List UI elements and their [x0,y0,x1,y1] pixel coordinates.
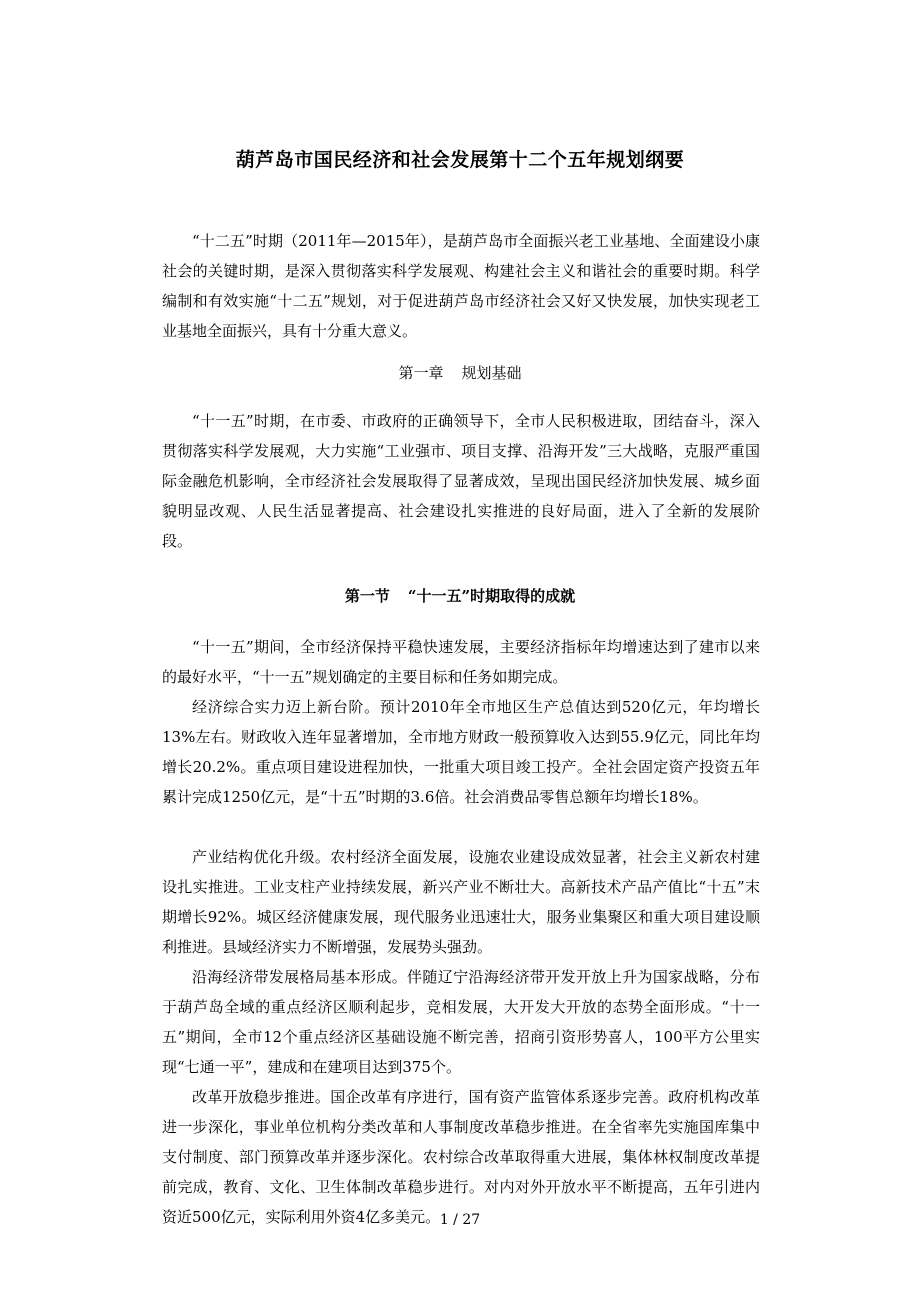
intro-paragraph: “十二五”时期（2011年—2015年），是葫芦岛市全面振兴老工业基地、全面建设小康社会的关键时期，是深入贯彻落实科学发展观、构建社会主义和谐社会的重要时期。科学编制和有效实施“十二五”规划，对于促进葫芦岛市经济社会又好又快发展，加快实现老工业基地全面振兴，具有十分重大意义。 [162,232,760,340]
section-paragraph-2: 经济综合实力迈上新台阶。预计2010年全市地区生产总值达到520亿元，年均增长13%左右。财政收入连年显著增加，全市地方财政一般预算收入达到55.9亿元，同比年均增长20.2%。重点项目建设进程加快，一批重大项目竣工投产。全社会固定资产投资五年累计完成1250亿元，是“十五”时期的3.6倍。社会消费品零售总额年均增长18%。 [162,698,760,806]
page-number: 1 / 27 [439,1212,481,1228]
chapter-paragraph: “十一五”时期，在市委、市政府的正确领导下，全市人民积极进取，团结奋斗，深入贯彻落实科学发展观，大力实施“工业强市、项目支撑、沿海开发”三大战略，克服严重国际金融危机影响，全市经济社会发展取得了显著成效，呈现出国民经济加快发展、城乡面貌明显改观、人民生活显著提高、社会建设扎实推进的良好局面，进入了全新的发展阶段。 [162,412,760,550]
section-paragraph-3: 产业结构优化升级。农村经济全面发展，设施农业建设成效显著，社会主义新农村建设扎实推进。工业支柱产业持续发展，新兴产业不断壮大。高新技术产品产值比“十五”末期增长92%。城区经济健康发展，现代服务业迅速壮大，服务业集聚区和重大项目建设顺利推进。县域经济实力不断增强，发展势头强劲。 [162,848,760,956]
chapter-heading [0,362,920,383]
section-heading [0,585,920,606]
section-paragraph-5: 改革开放稳步推进。国企改革有序进行，国有资产监管体系逐步完善。政府机构改革进一步深化，事业单位机构分类改革和人事制度改革稳步推进。在全省率先实施国库集中支付制度、部门预算改革并逐步深化。农村综合改革取得重大进展，集体林权制度改革提前完成，教育、文化、卫生体制改革稳步进行。对内对外开放水平不断提高，五年引进内资近500亿元，实际利用外资4亿多美元。 [162,1088,760,1226]
document-title: 葫芦岛市国民经济和社会发展第十二个五年规划纲要 [235,149,685,171]
section-number: 第一节 [344,587,390,605]
section-paragraph-1: “十一五”期间，全市经济保持平稳快速发展，主要经济指标年均增速达到了建市以来的最好水平，“十一五”规划确定的主要目标和任务如期完成。 [162,638,760,686]
section-paragraph-4: 沿海经济带发展格局基本形成。伴随辽宁沿海经济带开发开放上升为国家战略，分布于葫芦岛全域的重点经济区顺利起步，竞相发展，大开发大开放的态势全面形成。“十一五”期间，全市12个重点经济区基础设施不断完善，招商引资形势喜人，100平方公里实现“七通一平”，建成和在建项目达到375个。 [162,968,760,1076]
chapter-number: 第一章 [398,364,444,382]
chapter-title: 规划基础 [461,364,522,382]
section-title: “十一五”时期取得的成就 [407,587,576,605]
